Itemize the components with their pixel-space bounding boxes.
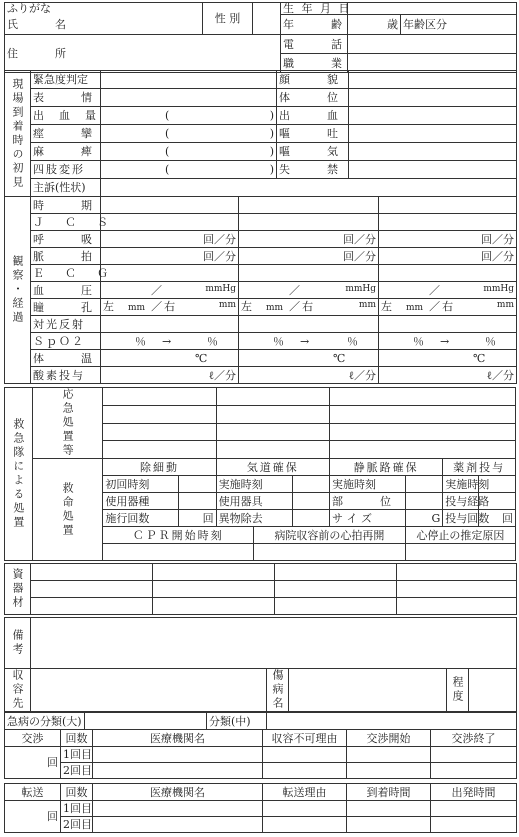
transfer-second-label: 2回目 <box>61 817 93 833</box>
bp-label: 血 圧 <box>31 282 101 299</box>
negotiate-hospital-field-1[interactable] <box>93 747 263 763</box>
spo2-label: ＳｐＯ２ <box>31 333 101 350</box>
unit-mmhg: mmHg <box>345 283 376 294</box>
negotiate-second-label: 2回目 <box>61 763 93 779</box>
equipment-field[interactable] <box>275 598 397 615</box>
unit-celsius: ℃ <box>333 351 346 365</box>
count-field[interactable]: 回 <box>179 510 216 527</box>
time-field-1[interactable] <box>101 197 239 214</box>
foreign-label: 異物除去 <box>216 510 292 527</box>
pupil-label: 瞳 孔 <box>31 299 101 316</box>
transfer-hospital-field-2[interactable] <box>93 817 263 833</box>
name-label: 氏 名 <box>5 15 203 35</box>
equipment-field[interactable] <box>153 598 275 615</box>
negotiate-label: 交渉 <box>5 730 61 747</box>
vomit-field[interactable] <box>349 125 517 143</box>
iv-exec-time-field[interactable] <box>405 476 442 493</box>
first-aid-field-1c[interactable] <box>329 388 515 406</box>
spo2-field-1[interactable] <box>101 333 239 350</box>
site-label: 部 位 <box>329 493 405 510</box>
ecg-field-2[interactable] <box>239 265 379 282</box>
equipment-table <box>4 563 517 615</box>
unit-mmhg: mmHg <box>483 283 514 294</box>
site-field[interactable] <box>405 493 442 510</box>
hematemesis-field[interactable] <box>349 107 517 125</box>
spo2-field-3[interactable] <box>379 333 517 350</box>
age-class-label: 年齢区分 <box>401 15 517 35</box>
equipment-label: 資器材 <box>5 564 31 615</box>
negotiate-hospital-field-2[interactable] <box>93 763 263 779</box>
numbness-label: 麻 痺 <box>31 143 101 161</box>
equipment-field[interactable] <box>31 564 153 581</box>
cause-label: 心停止の推定原因 <box>405 527 515 544</box>
airway-exec-time-label: 実施時刻 <box>216 476 292 493</box>
resp-field-2[interactable]: 回／分 <box>239 231 379 248</box>
negotiate-hospital-label: 医療機関名 <box>93 730 263 747</box>
transfer-arrive-field-2[interactable] <box>347 817 431 833</box>
paren-open: ( <box>165 127 170 140</box>
first-aid-field-2c[interactable] <box>329 405 515 423</box>
paren-open: ( <box>165 145 170 158</box>
severity-field[interactable] <box>469 669 517 712</box>
pulse-field-3[interactable]: 回／分 <box>379 248 517 265</box>
destination-table <box>4 668 517 712</box>
destination-label: 収容先 <box>5 669 31 712</box>
age-label: 年 齢 <box>281 15 348 35</box>
transfer-table <box>4 783 517 833</box>
iv-label: 静脈路確保 <box>329 459 442 476</box>
slash: ／ <box>429 300 441 313</box>
negotiate-refusal-field-1[interactable] <box>263 747 347 763</box>
device-type-label: 使用器種 <box>103 493 179 510</box>
paren-close: ) <box>269 109 274 122</box>
negotiate-times-field[interactable]: 回 <box>5 747 61 779</box>
dob-label: 生 年 月 日 <box>281 3 348 15</box>
slash: ／ <box>289 283 300 297</box>
observation-table <box>4 196 517 384</box>
vomit-label: 嘔 吐 <box>277 125 349 143</box>
first-aid-field-3b[interactable] <box>216 423 329 441</box>
oxygen-field-2[interactable]: ℓ／分 <box>239 367 379 384</box>
negotiate-refusal-label: 収容不可理由 <box>263 730 347 747</box>
cause-field[interactable] <box>405 544 515 561</box>
temp-field-2[interactable] <box>239 350 379 367</box>
unit-mmhg: mmHg <box>205 283 236 294</box>
first-aid-field-4b[interactable] <box>216 441 329 459</box>
limb-field[interactable] <box>101 161 277 179</box>
equipment-field[interactable] <box>397 564 517 581</box>
right-label: 右 <box>302 300 314 313</box>
negotiate-count-label: 回数 <box>61 730 93 747</box>
bp-field-2[interactable] <box>239 282 379 299</box>
disease-field[interactable] <box>289 669 447 712</box>
spo2-field-2[interactable] <box>239 333 379 350</box>
remarks-label: 備考 <box>5 618 31 669</box>
posture-label: 体 位 <box>277 89 349 107</box>
transfer-label: 転送 <box>5 784 61 801</box>
bp-field-1[interactable] <box>101 282 239 299</box>
paren-close: ) <box>269 163 274 176</box>
expression-label: 表 情 <box>31 89 101 107</box>
negotiate-start-field-1[interactable] <box>347 747 431 763</box>
first-aid-field-3a[interactable] <box>103 423 216 441</box>
jcs-field-1[interactable] <box>101 214 239 231</box>
first-aid-field-1b[interactable] <box>216 388 329 406</box>
percent: ％ <box>347 334 358 348</box>
equipment-field[interactable] <box>153 581 275 598</box>
light-label: 対光反射 <box>31 316 101 333</box>
disease-label: 傷病名 <box>267 669 289 712</box>
equipment-field[interactable] <box>275 564 397 581</box>
incontinence-label: 失 禁 <box>277 161 349 179</box>
slash: ／ <box>289 300 301 313</box>
percent: ％ <box>273 334 284 348</box>
hematemesis-label: 出 血 <box>277 107 349 125</box>
left-label: 左 <box>381 300 392 313</box>
gender-field[interactable] <box>253 3 281 35</box>
device-type-field[interactable] <box>179 493 216 510</box>
unit-mm: mm <box>406 303 424 313</box>
arrival-section-label: 現場到着時の初見 <box>5 71 31 197</box>
first-aid-field-1a[interactable] <box>103 388 216 406</box>
treat-section-label: 救急隊による処置 <box>5 388 33 561</box>
percent: ％ <box>413 334 424 348</box>
unit-mm: mm <box>358 300 376 310</box>
left-label: 左 <box>241 300 252 313</box>
device-field[interactable] <box>292 493 329 510</box>
urgency-field[interactable] <box>101 71 277 89</box>
first-aid-label: 応急処置等 <box>32 388 103 459</box>
time-label: 時 期 <box>31 197 101 214</box>
arrow: → <box>300 334 310 348</box>
furigana-label: ふりがな <box>5 3 203 15</box>
transfer-count-label: 回数 <box>61 784 93 801</box>
ecg-label: Ｅ Ｃ Ｇ <box>31 265 101 282</box>
equipment-field[interactable] <box>153 564 275 581</box>
percent: ％ <box>135 334 146 348</box>
life-saving-label: 救命処置 <box>32 459 103 561</box>
oxygen-field-3[interactable]: ℓ／分 <box>379 367 517 384</box>
negotiate-end-field-2[interactable] <box>431 763 517 779</box>
transfer-depart-field-1[interactable] <box>431 801 517 817</box>
remarks-table <box>4 617 517 669</box>
temp-field-1[interactable] <box>101 350 239 367</box>
patient-info-table <box>4 2 517 73</box>
numbness-field[interactable] <box>101 143 277 161</box>
convulsion-label: 痙 攣 <box>31 125 101 143</box>
light-field-1[interactable] <box>101 316 239 333</box>
class-major-label: 急病の分類(大) <box>5 713 85 730</box>
negotiate-start-label: 交渉開始 <box>347 730 431 747</box>
pupil-field-1[interactable] <box>101 299 239 316</box>
negotiate-refusal-field-2[interactable] <box>263 763 347 779</box>
first-aid-field-4a[interactable] <box>103 441 216 459</box>
count-label: 施行回数 <box>103 510 179 527</box>
ecg-field-1[interactable] <box>101 265 239 282</box>
slash: ／ <box>151 283 162 297</box>
nausea-field[interactable] <box>349 143 517 161</box>
rosc-label: 病院収容前の心拍再開 <box>254 527 406 544</box>
size-label: サ イ ズ <box>329 510 405 527</box>
complaint-label: 主訴(性状) <box>31 179 101 197</box>
treatment-table <box>4 387 516 561</box>
light-field-3[interactable] <box>379 316 517 333</box>
transfer-hospital-field-1[interactable] <box>93 801 263 817</box>
face-color-field[interactable] <box>349 71 517 89</box>
job-label: 職 業 <box>281 54 348 73</box>
defib-first-time-field[interactable] <box>179 476 216 493</box>
transfer-hospital-label: 医療機関名 <box>93 784 263 801</box>
slash: ／ <box>151 300 163 313</box>
phone-field[interactable] <box>348 35 517 54</box>
oxygen-label: 酸素投与 <box>31 367 101 384</box>
negotiate-first-label: 1回目 <box>61 747 93 763</box>
dose-count-label: 投与回数 <box>443 510 478 527</box>
convulsion-field[interactable] <box>101 125 277 143</box>
posture-field[interactable] <box>349 89 517 107</box>
class-major-field[interactable] <box>85 713 207 730</box>
temp-label: 体 温 <box>31 350 101 367</box>
time-field-2[interactable] <box>239 197 379 214</box>
negotiate-end-field-1[interactable] <box>431 747 517 763</box>
paren-close: ) <box>269 127 274 140</box>
rosc-field[interactable] <box>254 544 406 561</box>
transfer-times-field[interactable]: 回 <box>5 801 61 833</box>
severity-label: 程度 <box>447 669 469 712</box>
bp-field-3[interactable] <box>379 282 517 299</box>
address-label: 住 所 <box>5 35 281 73</box>
urgency-label: 緊急度判定 <box>31 71 101 89</box>
arrival-findings-table <box>4 70 517 197</box>
size-field[interactable]: G <box>405 510 442 527</box>
negotiate-end-label: 交渉終了 <box>431 730 517 747</box>
negotiate-start-field-2[interactable] <box>347 763 431 779</box>
complaint-field[interactable] <box>101 179 517 197</box>
destination-field[interactable] <box>31 669 267 712</box>
paren-open: ( <box>165 163 170 176</box>
iv-exec-time-label: 実施時刻 <box>329 476 405 493</box>
airway-label: 気道確保 <box>216 459 329 476</box>
limb-label: 四肢変形 <box>31 161 101 179</box>
dose-count-field[interactable]: 回 <box>478 510 516 527</box>
unit-celsius: ℃ <box>195 351 208 365</box>
light-field-2[interactable] <box>239 316 379 333</box>
defib-first-time-label: 初回時刻 <box>103 476 179 493</box>
transfer-reason-label: 転送理由 <box>263 784 347 801</box>
nausea-label: 嘔 気 <box>277 143 349 161</box>
arrow: → <box>440 334 450 348</box>
negotiation-table <box>4 729 517 779</box>
pulse-field-1[interactable]: 回／分 <box>101 248 239 265</box>
resp-field-1[interactable]: 回／分 <box>101 231 239 248</box>
equipment-field[interactable] <box>31 598 153 615</box>
transfer-depart-label: 出発時間 <box>431 784 517 801</box>
class-minor-label: 分類(中) <box>207 713 267 730</box>
percent: ％ <box>485 334 496 348</box>
cpr-field[interactable] <box>103 544 254 561</box>
equipment-field[interactable] <box>397 581 517 598</box>
airway-exec-time-field[interactable] <box>292 476 329 493</box>
jcs-field-3[interactable] <box>379 214 517 231</box>
transfer-reason-field-2[interactable] <box>263 817 347 833</box>
percent: ％ <box>207 334 218 348</box>
cpr-label: ＣＰＲ開始時刻 <box>103 527 254 544</box>
paren-open: ( <box>165 109 170 122</box>
foreign-field[interactable] <box>292 510 329 527</box>
left-label: 左 <box>103 300 114 313</box>
first-aid-field-4c[interactable] <box>329 441 515 459</box>
defib-label: 除細動 <box>103 459 216 476</box>
equipment-field[interactable] <box>275 581 397 598</box>
bleeding-label: 出 血 量 <box>31 107 101 125</box>
drug-label: 薬剤投与 <box>443 459 516 476</box>
resp-label: 呼 吸 <box>31 231 101 248</box>
unit-mm: mm <box>218 300 236 310</box>
unit-mm: mm <box>496 300 514 310</box>
obs-section-label: 観察・経過 <box>5 197 31 384</box>
class-minor-field[interactable] <box>267 713 517 730</box>
time-field-3[interactable] <box>379 197 517 214</box>
phone-label: 電 話 <box>281 35 348 54</box>
ecg-field-3[interactable] <box>379 265 517 282</box>
jcs-field-2[interactable] <box>239 214 379 231</box>
dob-field[interactable] <box>348 3 517 15</box>
pulse-field-2[interactable]: 回／分 <box>239 248 379 265</box>
pulse-label: 脈 拍 <box>31 248 101 265</box>
right-label: 右 <box>164 300 176 313</box>
first-aid-field-3c[interactable] <box>329 423 515 441</box>
pupil-field-2[interactable] <box>239 299 379 316</box>
temp-field-3[interactable] <box>379 350 517 367</box>
face-color-label: 顔 貌 <box>277 71 349 89</box>
equipment-field[interactable] <box>397 598 517 615</box>
unit-mm: mm <box>128 303 146 313</box>
paren-close: ) <box>269 145 274 158</box>
transfer-reason-field-1[interactable] <box>263 801 347 817</box>
incontinence-field[interactable] <box>349 161 517 179</box>
right-label: 右 <box>442 300 454 313</box>
transfer-first-label: 1回目 <box>61 801 93 817</box>
unit-mm: mm <box>266 303 284 313</box>
unit-celsius: ℃ <box>473 351 486 365</box>
bleeding-field[interactable] <box>101 107 277 125</box>
classification-table <box>4 712 517 730</box>
first-aid-field-2b[interactable] <box>216 405 329 423</box>
equipment-field[interactable] <box>31 581 153 598</box>
pupil-field-3[interactable] <box>379 299 517 316</box>
jcs-label: Ｊ Ｃ Ｓ <box>31 214 101 231</box>
gender-label: 性 別 <box>203 3 253 35</box>
arrow: → <box>162 334 172 348</box>
slash: ／ <box>429 283 440 297</box>
device-label: 使用器具 <box>216 493 292 510</box>
drug-exec-time-label: 実施時刻 <box>443 476 478 493</box>
route-label: 投与経路 <box>443 493 478 510</box>
transfer-arrive-field-1[interactable] <box>347 801 431 817</box>
remarks-field[interactable] <box>31 618 517 669</box>
first-aid-field-2a[interactable] <box>103 405 216 423</box>
transfer-depart-field-2[interactable] <box>431 817 517 833</box>
oxygen-field-1[interactable]: ℓ／分 <box>101 367 239 384</box>
expression-field[interactable] <box>101 89 277 107</box>
transfer-arrive-label: 到着時間 <box>347 784 431 801</box>
resp-field-3[interactable]: 回／分 <box>379 231 517 248</box>
age-unit: 歳 <box>348 15 401 35</box>
